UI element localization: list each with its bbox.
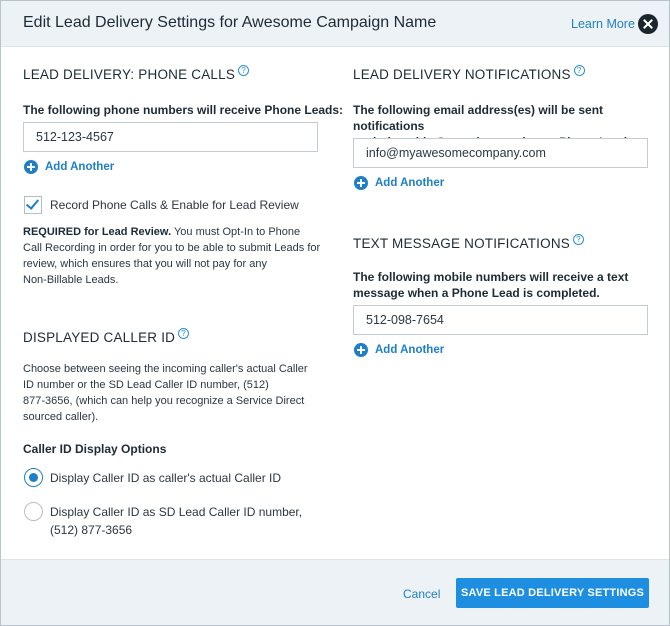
help-icon[interactable]: ? <box>238 65 249 76</box>
email-input[interactable] <box>353 138 648 168</box>
mobile-number-input[interactable] <box>353 305 648 335</box>
caller-id-sd-line-1: Display Caller ID as SD Lead Caller ID number, <box>50 505 303 519</box>
caller-id-sd-label <box>50 503 302 539</box>
add-phone-label: Add Another <box>45 161 115 173</box>
required-line-4: Non-Billable Leads. <box>23 274 119 286</box>
modal-title: Edit Lead Delivery Settings for Awesome Campaign Name <box>23 14 437 31</box>
text-message-section-title <box>353 236 584 251</box>
caller-id-sd-line-2: (512) 877-3656 <box>50 523 133 537</box>
required-review-text <box>23 224 320 288</box>
caller-id-actual-label: Display Caller ID as caller's actual Caller ID <box>50 471 282 485</box>
plus-icon <box>354 176 368 190</box>
add-email-button[interactable] <box>354 176 444 190</box>
help-icon[interactable]: ? <box>574 65 585 76</box>
add-mobile-button[interactable] <box>354 343 444 357</box>
phone-numbers-label: The following phone numbers will receive Phone Leads: <box>23 103 344 117</box>
notifications-title-text: LEAD DELIVERY NOTIFICATIONS <box>353 67 571 82</box>
modal-header <box>1 1 669 47</box>
required-line-2: Call Recording in order for you to be able to submit Leads for <box>23 242 321 254</box>
plus-icon <box>354 343 368 357</box>
phone-number-input[interactable] <box>23 122 318 152</box>
required-line-3: review, which ensures that you will not pay for any <box>23 258 267 270</box>
caller-id-title-text: DISPLAYED CALLER ID <box>23 330 176 345</box>
checkmark-icon <box>26 196 39 210</box>
help-icon[interactable]: ? <box>178 328 189 339</box>
caller-id-desc-line-1: Choose between seeing the incoming caller's actual Caller <box>23 363 308 375</box>
notifications-section-title <box>353 67 585 82</box>
caller-id-description <box>23 361 308 425</box>
close-icon[interactable] <box>638 14 658 34</box>
mobile-label-line-2: message when a Phone Lead is completed. <box>353 286 600 300</box>
caller-id-section-title <box>23 330 189 345</box>
caller-id-options-label: Caller ID Display Options <box>23 442 167 456</box>
caller-id-desc-line-3: 877-3656, (which can help you recognize a Service Direct <box>23 395 305 407</box>
phone-calls-title-text: LEAD DELIVERY: PHONE CALLS <box>23 67 236 82</box>
help-icon[interactable]: ? <box>573 234 584 245</box>
mobile-numbers-label <box>353 269 628 301</box>
caller-id-desc-line-2: ID number or the SD Lead Caller ID number, (512) <box>23 379 269 391</box>
add-email-label: Add Another <box>375 177 445 189</box>
learn-more-link[interactable]: Learn More <box>571 17 635 31</box>
caller-id-sd-radio[interactable] <box>24 502 43 521</box>
add-phone-button[interactable] <box>24 160 114 174</box>
add-mobile-label: Add Another <box>375 344 445 356</box>
required-line-1: You must Opt-In to Phone <box>171 226 301 238</box>
caller-id-actual-radio[interactable] <box>24 468 43 487</box>
email-label-line-1: The following email address(es) will be sent notifications <box>353 103 604 133</box>
plus-icon <box>24 160 38 174</box>
text-message-title-text: TEXT MESSAGE NOTIFICATIONS <box>353 236 570 251</box>
phone-calls-section-title <box>23 67 249 82</box>
caller-id-desc-line-4: sourced caller). <box>23 411 99 423</box>
save-settings-button[interactable]: SAVE LEAD DELIVERY SETTINGS <box>456 578 649 608</box>
cancel-button[interactable]: Cancel <box>403 587 441 601</box>
record-calls-checkbox[interactable] <box>24 196 42 214</box>
mobile-label-line-1: The following mobile numbers will receive a text <box>353 270 629 284</box>
record-calls-label: Record Phone Calls & Enable for Lead Review <box>50 198 299 212</box>
required-bold-text: REQUIRED for Lead Review. <box>23 226 172 238</box>
